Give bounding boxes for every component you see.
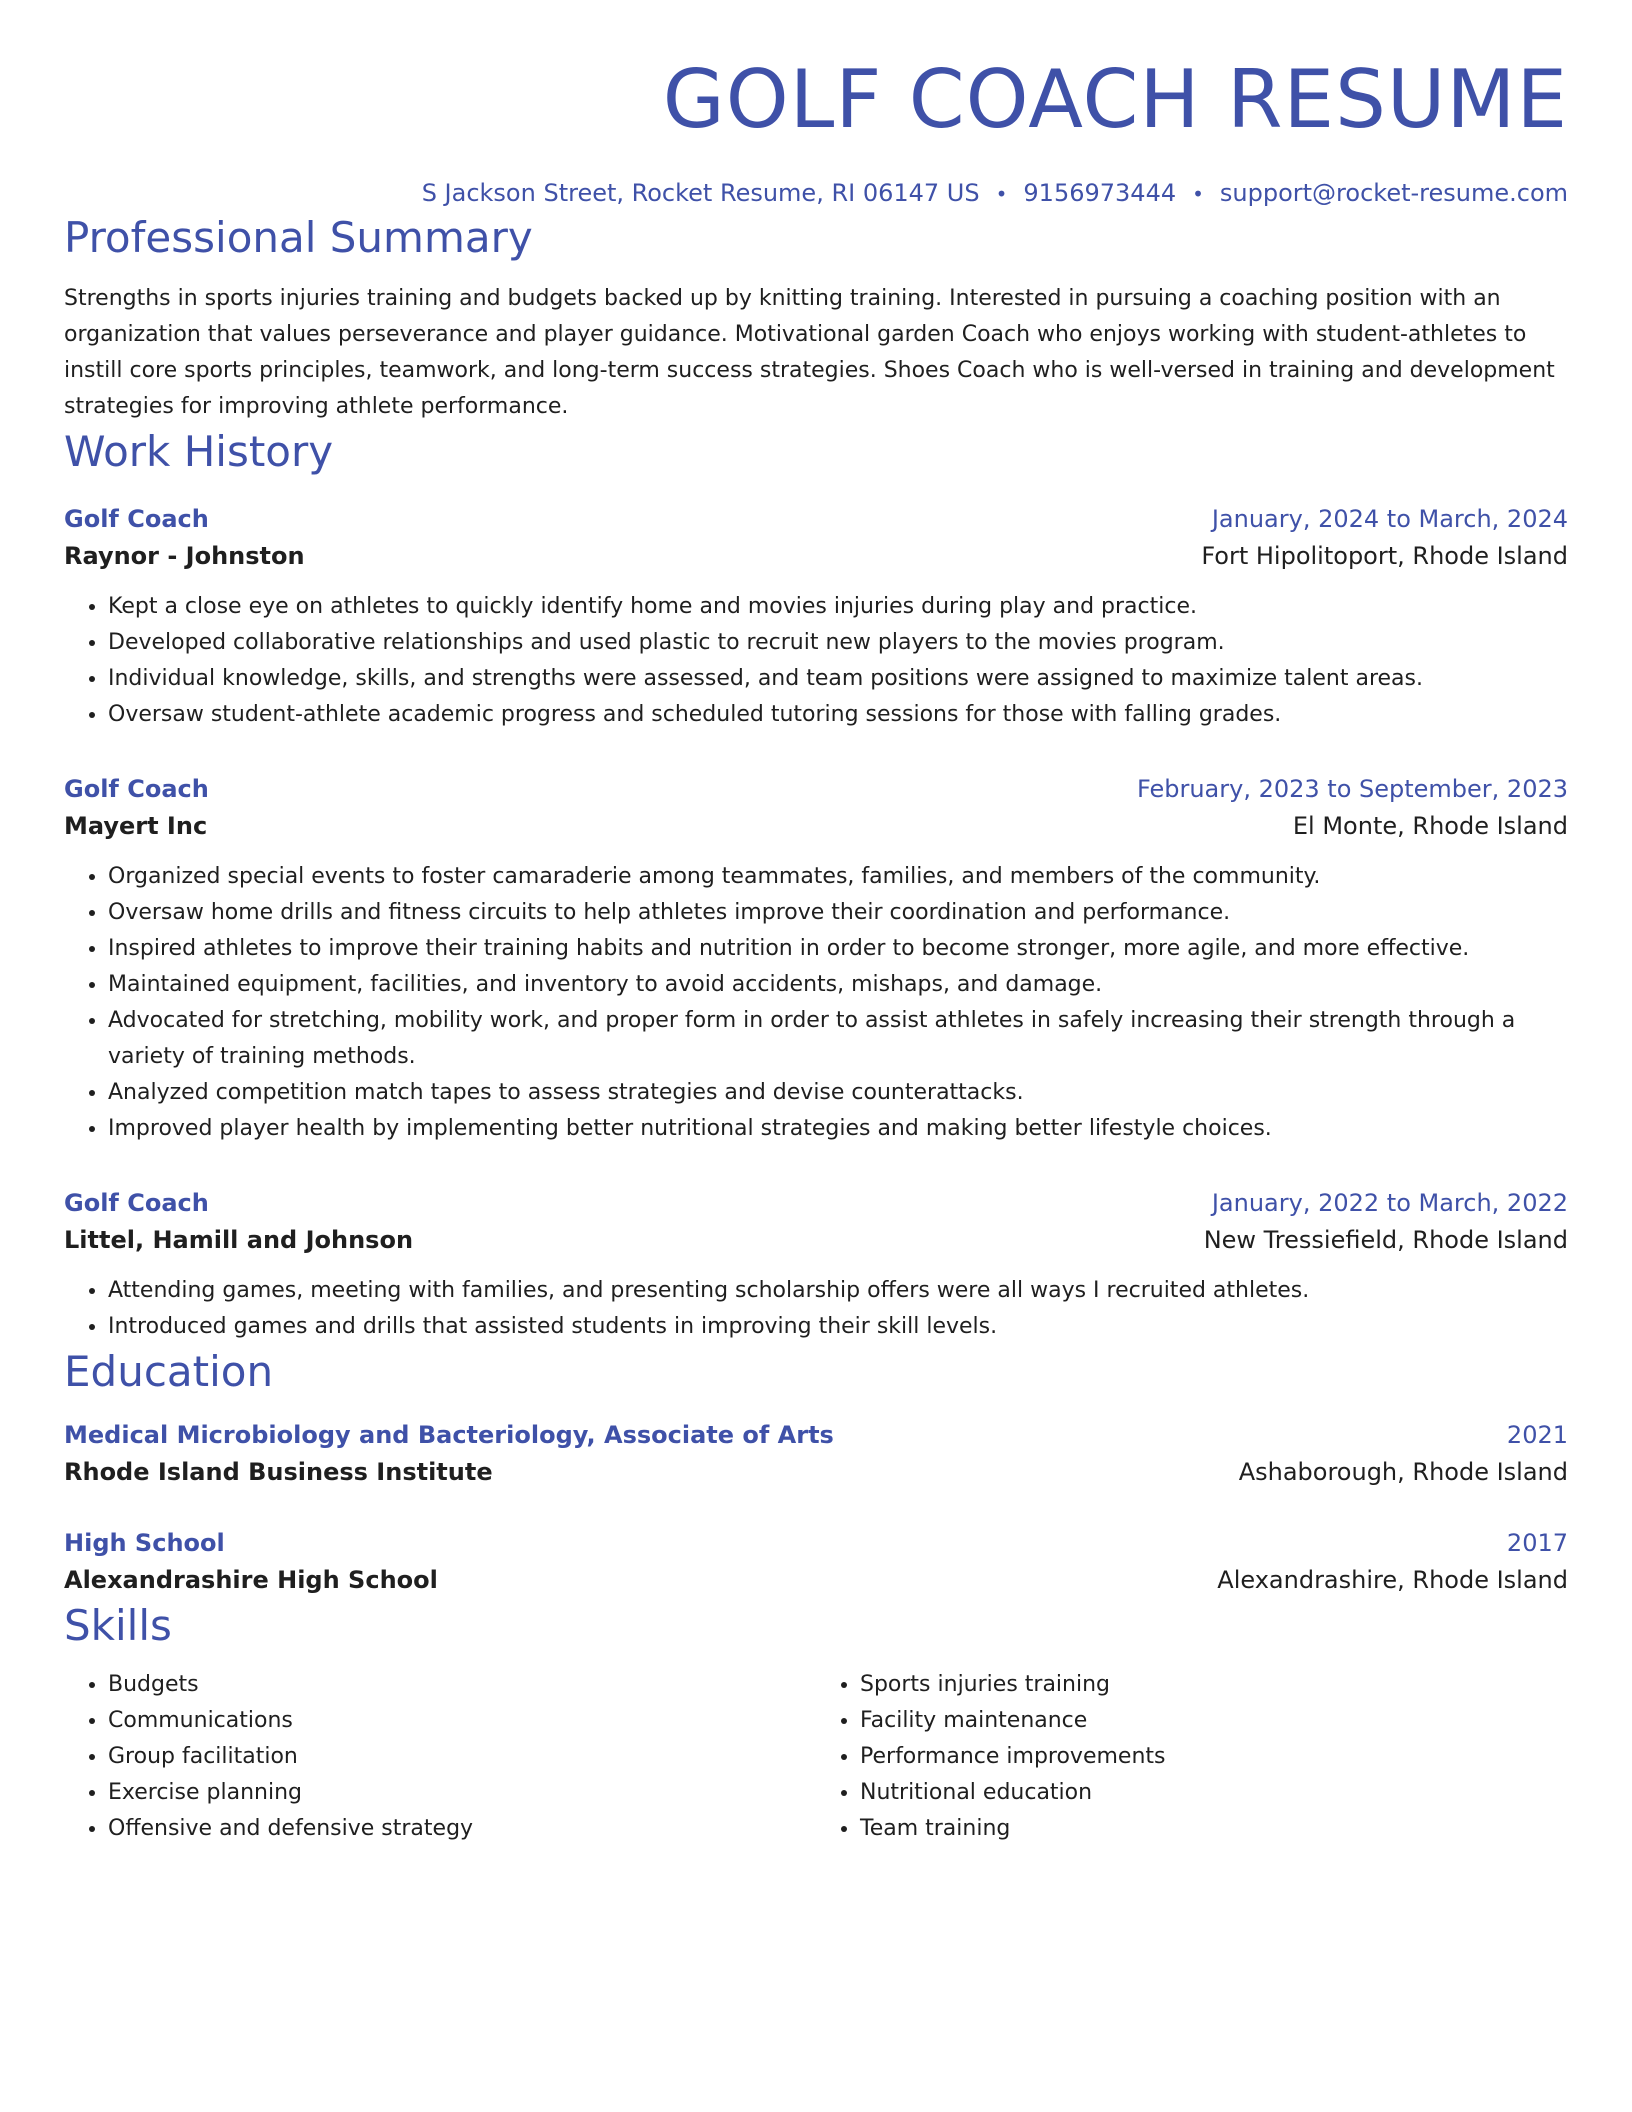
job-bullets [64, 589, 1568, 733]
job-entry [64, 771, 1568, 1147]
job-company-row [64, 1221, 1568, 1259]
job-location: Fort Hipolitoport, Rhode Island [1201, 542, 1568, 570]
skills-list [64, 1667, 816, 1847]
job-header-row [64, 771, 1568, 807]
job-title: Golf Coach [64, 775, 209, 803]
job-bullet: • Advocated for stretching, mobility work, and proper form in order to assist athletes in safely increasing their strength through a variety of training methods. [108, 1003, 1568, 1075]
skill-item: • Exercise planning [108, 1775, 816, 1811]
education-header-row [64, 1417, 1568, 1453]
education-school-row [64, 1453, 1568, 1491]
job-title: Golf Coach [64, 1189, 209, 1217]
contact-separator: • [995, 182, 1008, 206]
job-entry [64, 1185, 1568, 1345]
job-company: Raynor - Johnston [64, 542, 305, 570]
job-dates: February, 2023 to September, 2023 [1136, 775, 1568, 803]
job-header-row [64, 1185, 1568, 1221]
job-dates: January, 2022 to March, 2022 [1211, 1189, 1568, 1217]
skill-item: • Offensive and defensive strategy [108, 1811, 816, 1847]
education-degree: High School [64, 1529, 225, 1557]
contact-phone: 9156973444 [1023, 179, 1177, 207]
education-entry [64, 1417, 1568, 1491]
job-title: Golf Coach [64, 505, 209, 533]
skill-item: • Group facilitation [108, 1739, 816, 1775]
job-bullet: • Attending games, meeting with families, and presenting scholarship offers were all ways I recruited athletes. [108, 1273, 1568, 1309]
education-school-row [64, 1561, 1568, 1599]
job-bullet: • Developed collaborative relationships and used plastic to recruit new players to the movies program. [108, 625, 1568, 661]
skills-column-right [816, 1667, 1568, 1847]
skills-heading: Skills [64, 1601, 172, 1650]
job-company-row [64, 537, 1568, 575]
skill-item: • Performance improvements [860, 1739, 1568, 1775]
work-history-heading: Work History [64, 427, 334, 476]
skills-grid [64, 1667, 1568, 1847]
contact-separator: • [1192, 182, 1204, 206]
job-header-row [64, 501, 1568, 537]
job-bullet: • Kept a close eye on athletes to quickly identify home and movies injuries during play and practice. [108, 589, 1568, 625]
job-bullet: • Individual knowledge, skills, and strengths were assessed, and team positions were assigned to maximize talent areas. [108, 661, 1568, 697]
job-bullet: • Organized special events to foster camaraderie among teammates, families, and members of the community. [108, 859, 1568, 895]
job-bullet: • Oversaw student-athlete academic progress and scheduled tutoring sessions for those with falling grades. [108, 697, 1568, 733]
education-entry [64, 1525, 1568, 1599]
skills-list [816, 1667, 1568, 1847]
education-header-row [64, 1525, 1568, 1561]
contact-line [64, 176, 1568, 211]
resume-title: GOLF COACH RESUME [662, 53, 1568, 146]
skill-item: • Facility maintenance [860, 1703, 1568, 1739]
job-bullets [64, 1273, 1568, 1345]
education-heading: Education [64, 1347, 274, 1396]
education-location: Alexandrashire, Rhode Island [1217, 1566, 1568, 1594]
skill-item: • Communications [108, 1703, 816, 1739]
skill-item: • Team training [860, 1811, 1568, 1847]
education-year: 2017 [1506, 1529, 1568, 1557]
job-company-row [64, 807, 1568, 845]
summary-heading: Professional Summary [64, 213, 533, 262]
job-location: New Tressiefield, Rhode Island [1203, 1226, 1568, 1254]
job-bullet: • Maintained equipment, facilities, and inventory to avoid accidents, mishaps, and damage. [108, 967, 1568, 1003]
skills-column-left [64, 1667, 816, 1847]
education-year: 2021 [1506, 1421, 1568, 1449]
skill-item: • Budgets [108, 1667, 816, 1703]
job-entry [64, 501, 1568, 733]
job-bullets [64, 859, 1568, 1147]
job-bullet: • Improved player health by implementing better nutritional strategies and making better lifestyle choices. [108, 1111, 1568, 1147]
job-company: Littel, Hamill and Johnson [64, 1226, 414, 1254]
skill-item: • Sports injuries training [860, 1667, 1568, 1703]
education-school: Rhode Island Business Institute [64, 1458, 493, 1486]
education-location: Ashaborough, Rhode Island [1238, 1458, 1568, 1486]
job-bullet: • Inspired athletes to improve their training habits and nutrition in order to become stronger, more agile, and more effective. [108, 931, 1568, 967]
summary-text: Strengths in sports injuries training and budgets backed up by knitting training. Interested in pursuing a coaching position with an organization that values perseverance and player guidance. Motivational garden Coach who enjoys working with student-athletes to instill core sports principles, teamwork, and long-term success strategies. Shoes Coach who is well-versed in training and development strategies for improving athlete performance. [64, 286, 1555, 419]
job-location: El Monte, Rhode Island [1292, 812, 1568, 840]
skill-item: • Nutritional education [860, 1775, 1568, 1811]
education-school: Alexandrashire High School [64, 1566, 438, 1594]
job-bullet: • Oversaw home drills and fitness circuits to help athletes improve their coordination and performance. [108, 895, 1568, 931]
job-company: Mayert Inc [64, 812, 208, 840]
job-bullet: • Analyzed competition match tapes to assess strategies and devise counterattacks. [108, 1075, 1568, 1111]
job-dates: January, 2024 to March, 2024 [1211, 505, 1568, 533]
contact-email: support@rocket-resume.com [1219, 179, 1568, 207]
education-degree: Medical Microbiology and Bacteriology, Associate of Arts [64, 1421, 834, 1449]
job-bullet: • Introduced games and drills that assisted students in improving their skill levels. [108, 1309, 1568, 1345]
contact-address: S Jackson Street, Rocket Resume, RI 06147 US [421, 179, 980, 207]
